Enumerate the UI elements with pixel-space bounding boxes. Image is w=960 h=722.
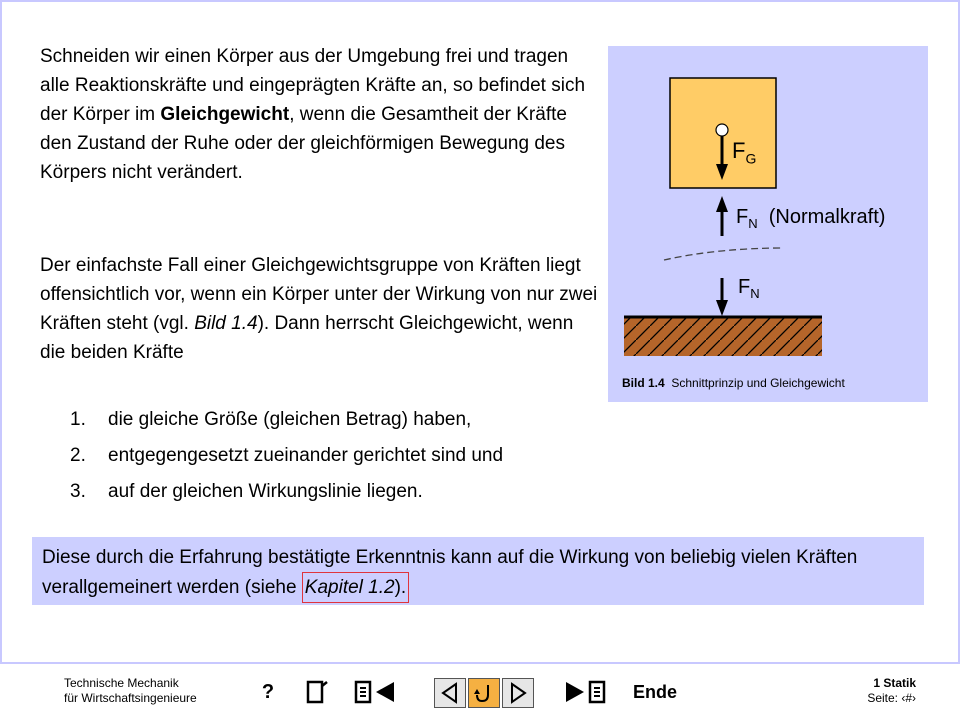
- first-page-icon: [354, 678, 398, 706]
- label-ground-force: [738, 276, 760, 301]
- condition-list: [70, 402, 503, 510]
- list-item: [70, 474, 503, 510]
- list-item: [70, 438, 503, 474]
- normal-force-arrow-head: [716, 196, 728, 212]
- caption-text: Schnittprinzip und Gleichgewicht: [671, 376, 845, 390]
- figure-free-body: [608, 46, 928, 402]
- course-title-line1: Technische Mechanik: [64, 676, 179, 690]
- chapter-link-label[interactable]: Kapitel 1.2: [304, 577, 395, 598]
- first-page-button[interactable]: [354, 676, 398, 708]
- return-icon: [472, 681, 496, 705]
- ground-force-arrow-head: [716, 300, 728, 316]
- paragraph1-text: Schneiden wir einen Körper aus der Umgebung frei und tragen alle Reaktionskräfte und eingeprägten Kräfte an, so befindet sich der Körper im: [40, 46, 586, 125]
- paragraph-equilibrium: [40, 42, 600, 187]
- page-number: Seite: ‹#›: [867, 691, 916, 705]
- next-icon: [506, 681, 530, 705]
- conclusion-text: [42, 543, 922, 603]
- chapter-link[interactable]: [302, 572, 409, 603]
- list-text: entgegengesetzt zueinander gerichtet sind und: [108, 445, 504, 466]
- list-item: [70, 402, 503, 438]
- list-number: 1.: [70, 409, 86, 430]
- label-normal-force: [736, 206, 885, 231]
- notes-icon: [302, 678, 330, 706]
- label-fn-main: F: [736, 206, 749, 228]
- course-title-line2: für Wirtschaftsingenieure: [64, 691, 197, 705]
- help-label[interactable]: ?: [261, 680, 275, 703]
- chapter-info: [867, 676, 916, 706]
- paragraph1-bold: Gleichgewicht: [160, 104, 290, 125]
- course-title: [64, 676, 197, 706]
- previous-icon: [438, 681, 462, 705]
- figure-caption: [622, 376, 845, 390]
- help-button[interactable]: [256, 676, 280, 708]
- cut-line: [664, 248, 784, 260]
- next-page-button[interactable]: [502, 678, 534, 708]
- chapter-label: 1 Statik: [873, 676, 916, 690]
- list-number: 3.: [70, 481, 86, 502]
- end-label[interactable]: Ende: [632, 681, 677, 702]
- figure-reference: Bild 1.4: [194, 313, 258, 334]
- paragraph2-text-after: ). Dann herrscht Gleichgewicht, wenn die beiden Kräfte: [40, 313, 574, 363]
- return-button[interactable]: [468, 678, 500, 708]
- conclusion-text-before: Diese durch die Erfahrung bestätigte Erkenntnis kann auf die Wirkung von beliebig vielen Kräften verallgemeinert werden (siehe: [42, 547, 858, 598]
- previous-page-button[interactable]: [434, 678, 466, 708]
- list-text: auf der gleichen Wirkungslinie liegen.: [108, 481, 423, 502]
- label-fn2-main: F: [738, 276, 751, 298]
- label-fg-main: F: [732, 138, 746, 163]
- paragraph2-text: Der einfachste Fall einer Gleichgewichtsgruppe von Kräften liegt offensichtlich vor, wenn ein Körper unter der Wirkung von nur zwei Kräften steht (vgl.: [40, 255, 598, 334]
- label-fg-sub: G: [745, 150, 757, 167]
- notes-button[interactable]: [300, 676, 332, 708]
- label-fn2-sub: N: [750, 286, 760, 301]
- list-text: die gleiche Größe (gleichen Betrag) haben,: [108, 409, 472, 430]
- end-button[interactable]: [630, 676, 680, 708]
- label-fn-sub: N: [748, 216, 758, 231]
- last-page-icon: [562, 678, 608, 706]
- conclusion-box: [32, 537, 924, 605]
- label-weight-force: [732, 138, 756, 166]
- chapter-link-suffix: ).: [394, 577, 407, 598]
- paragraph-two-forces: [40, 251, 600, 367]
- last-page-button[interactable]: [562, 676, 608, 708]
- ground: [624, 316, 822, 356]
- caption-label: Bild 1.4: [622, 376, 665, 390]
- center-of-gravity-marker: [716, 124, 728, 136]
- list-number: 2.: [70, 445, 86, 466]
- paragraph1-text-after: , wenn die Gesamtheit der Kräfte den Zustand der Ruhe oder der gleichförmigen Bewegung des Körpers nicht verändert.: [40, 104, 567, 183]
- label-normalkraft: (Normalkraft): [768, 206, 886, 228]
